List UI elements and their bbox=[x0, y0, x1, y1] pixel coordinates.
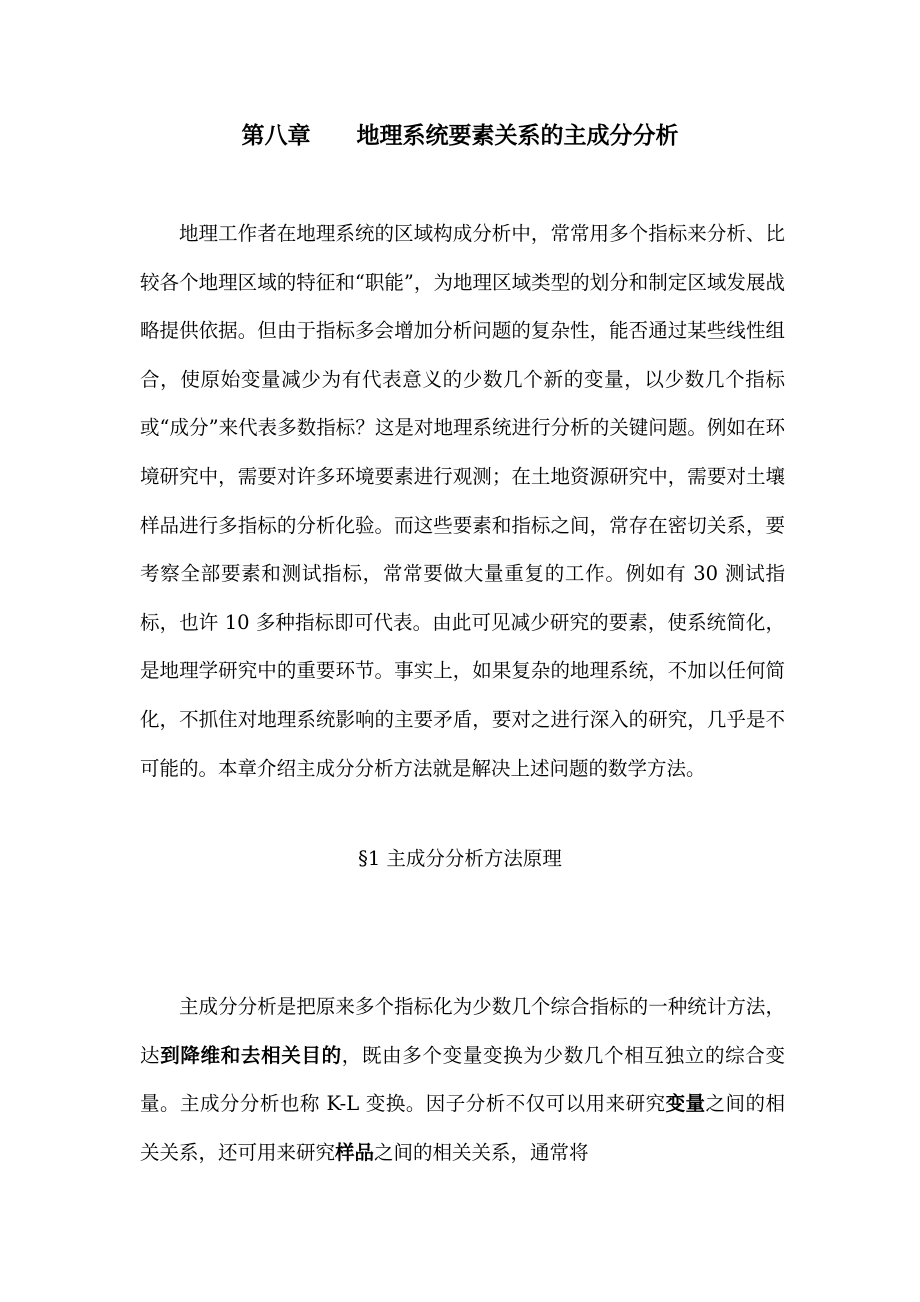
body-paragraph bbox=[140, 983, 785, 1177]
emphasis-text: 样品 bbox=[335, 1140, 375, 1164]
body-text: ，既由多个变量变换为少数几个相互独立的综合变量。主成分分析也称 K-L 变换。因子分析不仅可以用来研究 bbox=[140, 1043, 785, 1116]
body-text: 主成分分析是把原来多个指标化为少数几个综合指标的一种统计方法，达 bbox=[140, 995, 785, 1067]
body-text: 之间的相关关系，还可用来研究 bbox=[140, 1092, 785, 1164]
intro-paragraph: 地理工作者在地理系统的区域构成分析中，常常用多个指标来分析、比较各个地理区域的特征和“职能”，为地理区域类型的划分和制定区域发展战略提供依据。但由于指标多会增加分析问题的复杂性，能否通过某些线性组合，使原始变量减少为有代表意义的少数几个新的变量，以少数几个指标或“成分”来代表多数指标？这是对地理系统进行分析的关键问题。例如在环境研究中，需要对许多环境要素进行观测；在土地资源研究中，需要对土壤样品进行多指标的分析化验。而这些要素和指标之间，常存在密切关系，要考察全部要素和测试指标，常常要做大量重复的工作。例如有 30 测试指标，也许 10 多种指标即可代表。由此可见减少研究的要素，使系统简化，是地理学研究中的重要环节。事实上，如果复杂的地理系统，不加以任何简化，不抓住对地理系统影响的主要矛盾，要对之进行深入的研究，几乎是不可能的。本章介绍主成分分析方法就是解决上述问题的数学方法。 bbox=[140, 222, 785, 780]
section-title: §1 主成分分析方法原理 bbox=[358, 847, 562, 870]
chapter-title: 第八章 地理系统要素关系的主成分分析 bbox=[241, 123, 679, 149]
body-text: 之间的相关关系，通常将 bbox=[374, 1140, 589, 1164]
emphasis-text: 到降维和去相关目的 bbox=[160, 1043, 342, 1067]
emphasis-text: 变量 bbox=[665, 1092, 706, 1116]
